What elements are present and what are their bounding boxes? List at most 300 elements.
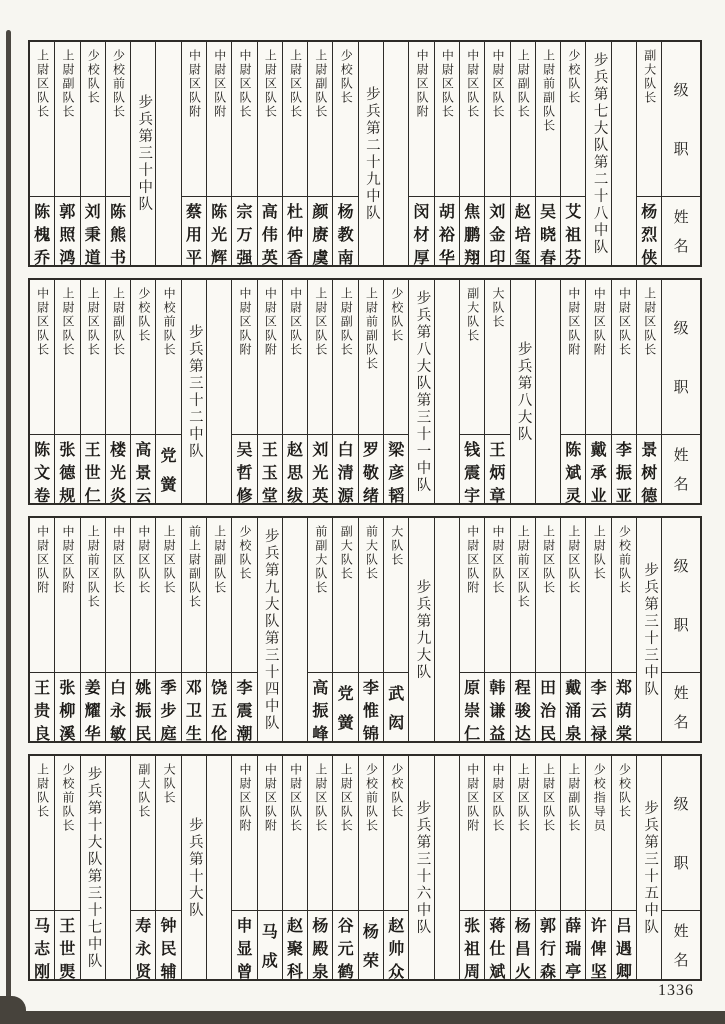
- person-column: [332, 756, 357, 979]
- char: 文: [34, 464, 51, 482]
- char: 五: [211, 702, 228, 720]
- name-cell: [485, 911, 509, 979]
- person-column: [206, 42, 231, 265]
- char: 胡: [438, 203, 455, 221]
- person-column: [408, 42, 433, 265]
- char: 王: [489, 441, 506, 459]
- section-title-text: 步兵第八大队: [515, 340, 532, 443]
- char: 英: [312, 487, 329, 503]
- char: 梁: [388, 441, 405, 459]
- name-cell: [182, 197, 206, 265]
- rank-cell: [586, 518, 610, 673]
- name-header-cell: [662, 435, 700, 503]
- rank-cell: [283, 42, 307, 197]
- name-cell: [460, 673, 484, 741]
- rank-cell: [333, 42, 357, 197]
- char: 武: [388, 685, 405, 703]
- char: 承: [590, 464, 607, 482]
- char: 钟: [160, 917, 177, 935]
- name-cell: [333, 435, 357, 503]
- rank-cell: [308, 42, 332, 197]
- rank-text: 少校队长: [389, 287, 404, 343]
- section-title-text: 步兵第三十五中队: [642, 799, 659, 936]
- char: 潮: [236, 725, 253, 741]
- char: 民: [135, 725, 152, 741]
- personnel-roster-table: [28, 40, 702, 992]
- char: 陈: [34, 203, 51, 221]
- rank-cell: [409, 42, 433, 197]
- rank-text: 中尉区队附: [187, 49, 202, 119]
- rank-name-header-column: [661, 756, 700, 979]
- rank-header-cell: [662, 518, 700, 673]
- rank-text: 上尉区队长: [162, 525, 177, 595]
- name-cell: [586, 435, 610, 503]
- rank-cell: [106, 518, 130, 673]
- char: 书: [109, 249, 126, 265]
- person-column: [307, 280, 332, 503]
- name-cell: [131, 673, 155, 741]
- person-column: [459, 756, 484, 979]
- name-cell: [156, 435, 180, 503]
- person-column: [307, 42, 332, 265]
- person-column: [434, 42, 459, 265]
- char: 刘: [312, 441, 329, 459]
- rank-text: 中尉区队附: [238, 287, 253, 357]
- char: 杨: [641, 203, 658, 221]
- name-cell: [55, 197, 79, 265]
- char: 赵: [388, 917, 405, 935]
- person-column: [611, 518, 636, 741]
- char: 伦: [211, 725, 228, 741]
- char: 元: [337, 940, 354, 958]
- person-column: [611, 756, 636, 979]
- char: 俾: [590, 940, 607, 958]
- char: 仲: [287, 226, 304, 244]
- char: 高: [261, 203, 278, 221]
- person-column: [54, 518, 79, 741]
- char: 焦: [464, 203, 481, 221]
- person-column: [510, 42, 535, 265]
- char: 杨: [312, 917, 329, 935]
- char: 印: [489, 249, 506, 265]
- rank-cell: [359, 518, 383, 673]
- char: 英: [261, 249, 278, 265]
- rank-text: 中尉区队附: [592, 287, 607, 357]
- rank-text: 副大队长: [642, 49, 657, 105]
- rank-text: 少校指导员: [592, 763, 607, 833]
- name-cell: [81, 197, 105, 265]
- char: 庭: [160, 725, 177, 741]
- char: 业: [590, 487, 607, 503]
- char: 寿: [135, 917, 152, 935]
- char: 李: [615, 441, 632, 459]
- char: 行: [540, 940, 557, 958]
- char: 灵: [565, 487, 582, 503]
- char: 培: [514, 226, 531, 244]
- name-cell: [106, 197, 130, 265]
- char: 禄: [590, 725, 607, 741]
- char: 槐: [34, 226, 51, 244]
- char: 田: [540, 679, 557, 697]
- section-title-text: 步兵第三十中队: [136, 94, 153, 213]
- char: 高: [135, 441, 152, 459]
- rank-cell: [536, 42, 560, 197]
- rank-text: 上尉区队长: [313, 763, 328, 833]
- rank-cell: [485, 756, 509, 911]
- person-column: [358, 280, 383, 503]
- char: 姓: [673, 447, 689, 464]
- rank-cell: [511, 518, 535, 673]
- section-title-column: [408, 280, 433, 503]
- section-title-column: [585, 42, 610, 265]
- rank-text: 上尉区队长: [642, 287, 657, 357]
- rank-cell: [561, 42, 585, 197]
- name-cell: [561, 911, 585, 979]
- name-cell: [81, 673, 105, 741]
- person-column: [206, 518, 231, 741]
- char: 景: [135, 464, 152, 482]
- char: 柳: [59, 702, 76, 720]
- char: 职: [673, 617, 689, 634]
- name-cell: [586, 673, 610, 741]
- char: 季: [160, 679, 177, 697]
- name-cell: [106, 673, 130, 741]
- person-column: [510, 756, 535, 979]
- char: 职: [673, 379, 689, 396]
- section-title-column: [408, 518, 433, 741]
- char: 级: [673, 797, 689, 814]
- char: 侠: [641, 249, 658, 265]
- name-cell: [333, 673, 357, 741]
- char: 职: [673, 141, 689, 158]
- rank-text: 中尉区队附: [263, 287, 278, 357]
- rank-text: 中尉区队长: [491, 49, 505, 119]
- person-column: [611, 280, 636, 503]
- rank-name-header-column: [661, 280, 700, 503]
- person-column: [307, 756, 332, 979]
- char: 宗: [236, 203, 253, 221]
- rank-text: 中尉区队附: [212, 49, 227, 119]
- rank-text: 上尉副队长: [313, 49, 328, 119]
- char: 永: [135, 940, 152, 958]
- name-cell: [536, 197, 560, 265]
- rank-cell: [586, 280, 610, 435]
- rank-text: 上尉区队长: [541, 525, 556, 595]
- char: 聚: [287, 940, 304, 958]
- rank-cell: [536, 518, 560, 673]
- rank-text: 上尉区队长: [86, 287, 101, 357]
- name-cell: [485, 197, 509, 265]
- person-column: [636, 42, 661, 265]
- rank-cell: [207, 518, 231, 673]
- section-title-column: [130, 42, 155, 265]
- rank-cell: [460, 42, 484, 197]
- name-cell: [561, 197, 585, 265]
- name-cell: [131, 911, 155, 979]
- name-cell: [232, 673, 256, 741]
- name-cell: [182, 673, 206, 741]
- char: 杨: [337, 203, 354, 221]
- rank-text: 少校队长: [617, 763, 632, 819]
- char: 辅: [160, 963, 177, 979]
- char: 科: [287, 963, 304, 979]
- char: 绂: [287, 487, 304, 503]
- roster-band-1: [28, 40, 702, 267]
- char: 南: [337, 249, 354, 265]
- char: 罗: [362, 441, 379, 459]
- rank-text: 上尉副队长: [516, 49, 531, 119]
- char: 平: [185, 249, 202, 265]
- name-cell: [485, 435, 509, 503]
- char: 泉: [565, 725, 582, 741]
- char: 职: [673, 855, 689, 872]
- char: 姓: [673, 923, 689, 940]
- section-title-column: [80, 756, 105, 979]
- rank-text: 上尉队长: [35, 763, 50, 819]
- char: 原: [464, 679, 481, 697]
- rank-text: 中尉区队长: [288, 287, 303, 357]
- rank-text: 前大队长: [364, 525, 379, 581]
- rank-cell: [156, 518, 180, 673]
- person-column: [155, 756, 180, 979]
- char: 党: [337, 685, 354, 703]
- char: 景: [641, 441, 658, 459]
- rank-text: 中尉区队长: [238, 49, 253, 119]
- char: 贵: [34, 702, 51, 720]
- char: 清: [337, 464, 354, 482]
- char: 世: [84, 464, 101, 482]
- rank-text: 上尉前区队长: [516, 525, 531, 609]
- rank-cell: [561, 280, 585, 435]
- char: 众: [388, 963, 405, 979]
- rank-text: 上尉区队长: [516, 763, 531, 833]
- person-column: [484, 280, 509, 503]
- person-column: [54, 756, 79, 979]
- char: 刘: [489, 203, 506, 221]
- rank-cell: [460, 518, 484, 673]
- char: 名: [673, 239, 689, 256]
- rank-cell: [637, 42, 661, 197]
- char: 谦: [489, 702, 506, 720]
- rank-cell: [131, 518, 155, 673]
- char: 虞: [312, 249, 329, 265]
- char: 吕: [615, 917, 632, 935]
- scan-bottom-shadow: [0, 1011, 725, 1024]
- char: 生: [185, 725, 202, 741]
- char: 亚: [615, 487, 632, 503]
- char: 张: [59, 679, 76, 697]
- char: 振: [312, 702, 329, 720]
- name-cell: [81, 435, 105, 503]
- person-column: [130, 280, 155, 503]
- char: 振: [135, 702, 152, 720]
- person-column: [282, 42, 307, 265]
- person-column: [535, 42, 560, 265]
- person-column: [80, 42, 105, 265]
- section-title-column: [358, 42, 383, 265]
- name-cell: [612, 435, 636, 503]
- char: 震: [236, 702, 253, 720]
- char: 姓: [673, 685, 689, 702]
- char: 民: [540, 725, 557, 741]
- rank-text: 中尉区队附: [35, 525, 50, 595]
- name-cell: [55, 911, 79, 979]
- spacer-column: [535, 280, 560, 503]
- char: 治: [540, 702, 557, 720]
- rank-text: 大队长: [162, 763, 177, 805]
- char: 云: [135, 487, 152, 503]
- char: 楼: [109, 441, 126, 459]
- person-column: [332, 280, 357, 503]
- char: 卫: [185, 702, 202, 720]
- spacer-column: [383, 42, 408, 265]
- rank-header-cell: [662, 42, 700, 197]
- rank-cell: [232, 518, 256, 673]
- char: 杜: [287, 203, 304, 221]
- rank-text: 中尉区队长: [465, 49, 480, 119]
- section-title-column: [181, 280, 206, 503]
- char: 贤: [135, 963, 152, 979]
- rank-text: 上尉副队长: [339, 287, 354, 357]
- char: 邓: [185, 679, 202, 697]
- rank-text: 中尉区队长: [288, 763, 303, 833]
- name-cell: [460, 911, 484, 979]
- char: 骏: [514, 702, 531, 720]
- char: 卷: [34, 487, 51, 503]
- person-column: [484, 518, 509, 741]
- char: 赵: [287, 441, 304, 459]
- char: 教: [337, 226, 354, 244]
- char: 宇: [464, 487, 481, 503]
- char: 春: [540, 249, 557, 265]
- char: 厚: [413, 249, 430, 265]
- char: 杨: [362, 923, 379, 941]
- char: 张: [464, 917, 481, 935]
- rank-text: 中尉区队附: [566, 287, 581, 357]
- char: 树: [641, 464, 658, 482]
- name-cell: [359, 435, 383, 503]
- char: 高: [312, 679, 329, 697]
- rank-cell: [258, 756, 282, 911]
- rank-cell: [460, 756, 484, 911]
- name-cell: [586, 911, 610, 979]
- person-column: [231, 518, 256, 741]
- char: 王: [34, 679, 51, 697]
- rank-text: 上尉区队长: [541, 763, 556, 833]
- person-column: [80, 280, 105, 503]
- rank-cell: [561, 756, 585, 911]
- rank-header-cell: [662, 756, 700, 911]
- scan-gutter-shadow: [6, 30, 11, 1012]
- char: 照: [59, 226, 76, 244]
- char: 绪: [362, 487, 379, 503]
- name-cell: [536, 673, 560, 741]
- char: 烈: [641, 226, 658, 244]
- char: 级: [673, 83, 689, 100]
- char: 韬: [388, 487, 405, 503]
- name-cell: [612, 911, 636, 979]
- char: 峰: [312, 725, 329, 741]
- person-column: [80, 518, 105, 741]
- rank-text: 中尉区队长: [491, 525, 505, 595]
- rank-cell: [232, 280, 256, 435]
- person-column: [332, 42, 357, 265]
- rank-cell: [460, 280, 484, 435]
- rank-name-header-column: [661, 42, 700, 265]
- person-column: [383, 756, 408, 979]
- section-title-text: 步兵第十大队第三十七中队: [85, 765, 102, 970]
- char: 名: [673, 715, 689, 732]
- rank-cell: [435, 42, 459, 197]
- char: 黉: [160, 476, 177, 494]
- spacer-column: [434, 280, 459, 503]
- rank-text: 副大队长: [339, 525, 354, 581]
- char: 思: [287, 464, 304, 482]
- char: 申: [236, 917, 253, 935]
- char: 修: [236, 487, 253, 503]
- name-cell: [460, 197, 484, 265]
- name-cell: [511, 911, 535, 979]
- char: 堂: [261, 487, 278, 503]
- char: 秉: [84, 226, 101, 244]
- person-column: [231, 756, 256, 979]
- char: 薛: [565, 917, 582, 935]
- section-title-text: 步兵第三十三中队: [642, 561, 659, 698]
- char: 帅: [388, 940, 405, 958]
- char: 火: [514, 963, 531, 979]
- name-header-cell: [662, 673, 700, 741]
- name-cell: [308, 911, 332, 979]
- rank-cell: [81, 518, 105, 673]
- rank-text: 上尉前副队长: [541, 49, 556, 133]
- section-title-text: 步兵第十大队: [186, 816, 203, 919]
- section-title-text: 步兵第八大队第三十一中队: [414, 289, 431, 494]
- section-title-column: [408, 756, 433, 979]
- char: 涌: [565, 702, 582, 720]
- person-column: [459, 518, 484, 741]
- rank-text: 中尉区队附: [60, 525, 75, 595]
- rank-cell: [384, 518, 408, 673]
- rank-cell: [55, 280, 79, 435]
- char: 芬: [565, 249, 582, 265]
- char: 卿: [615, 963, 632, 979]
- char: 华: [438, 249, 455, 265]
- person-column: [105, 280, 130, 503]
- char: 李: [236, 679, 253, 697]
- person-column: [257, 280, 282, 503]
- char: 级: [673, 321, 689, 338]
- char: 泉: [312, 963, 329, 979]
- person-column: [130, 756, 155, 979]
- person-column: [155, 280, 180, 503]
- char: 溪: [59, 725, 76, 741]
- char: 晓: [540, 226, 557, 244]
- char: 姜: [84, 679, 101, 697]
- char: 炳: [489, 464, 506, 482]
- rank-text: 上尉区队长: [35, 49, 50, 119]
- char: 陈: [565, 441, 582, 459]
- person-column: [459, 280, 484, 503]
- char: 程: [514, 679, 531, 697]
- person-column: [484, 756, 509, 979]
- rank-cell: [258, 42, 282, 197]
- char: 熊: [109, 226, 126, 244]
- spacer-column: [611, 42, 636, 265]
- rank-cell: [308, 280, 332, 435]
- person-column: [30, 756, 54, 979]
- section-title-text: 步兵第二十九中队: [363, 85, 380, 222]
- char: 华: [84, 725, 101, 741]
